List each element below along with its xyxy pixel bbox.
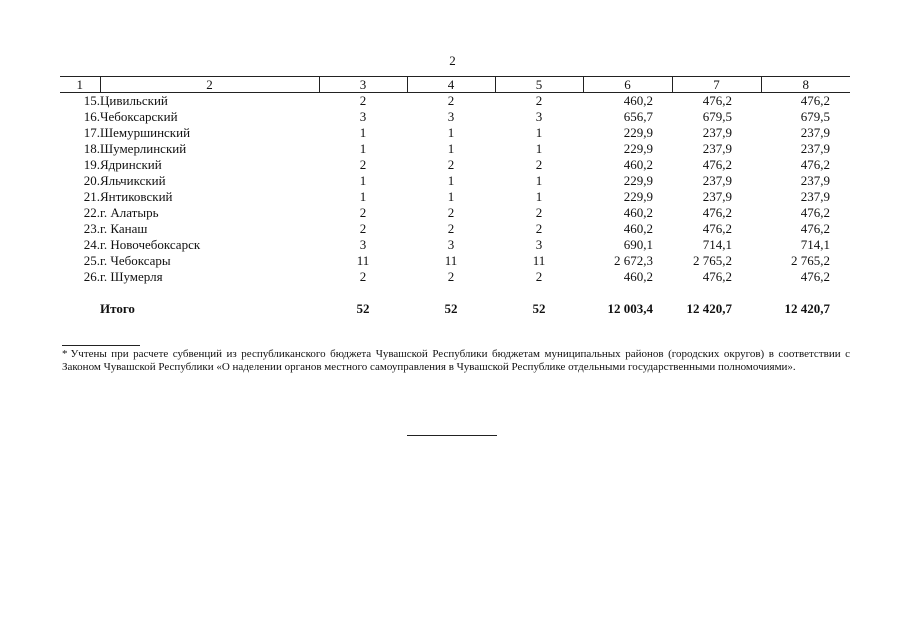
value-col7: 476,2 xyxy=(702,93,732,108)
row-number: 26. xyxy=(83,269,100,284)
row-number: 22. xyxy=(83,205,100,220)
value-col6: 229,9 xyxy=(623,189,653,204)
municipality-name: Шемуршинский xyxy=(100,125,191,140)
value-col7: 714,1 xyxy=(702,237,732,252)
value-col4: 2 xyxy=(447,93,455,108)
value-col3: 1 xyxy=(359,189,367,204)
value-col6: 229,9 xyxy=(623,125,653,140)
row-number: 24. xyxy=(83,237,100,252)
value-col6: 229,9 xyxy=(623,173,653,188)
value-col6: 460,2 xyxy=(623,157,653,172)
value-col8: 476,2 xyxy=(800,269,830,284)
value-col8: 237,9 xyxy=(800,125,830,140)
value-col6: 656,7 xyxy=(623,109,653,124)
value-col3: 11 xyxy=(356,253,370,268)
value-col5: 1 xyxy=(535,189,543,204)
page-number: 2 xyxy=(449,53,456,68)
total-label: Итого xyxy=(100,301,135,316)
municipality-name: Цивильский xyxy=(100,93,168,108)
value-col3: 1 xyxy=(359,141,367,156)
value-col8: 237,9 xyxy=(800,173,830,188)
value-col8: 476,2 xyxy=(800,221,830,236)
row-number: 17. xyxy=(83,125,100,140)
value-col3: 2 xyxy=(359,205,367,220)
value-col5: 2 xyxy=(535,93,543,108)
table-row xyxy=(60,157,850,173)
value-col7: 237,9 xyxy=(702,189,732,204)
value-col4: 2 xyxy=(447,157,455,172)
footnote-divider xyxy=(62,345,140,346)
municipality-name: г. Новочебоксарск xyxy=(100,237,201,252)
value-col5: 2 xyxy=(535,221,543,236)
value-col4: 3 xyxy=(447,109,455,124)
table-row xyxy=(60,141,850,157)
row-number: 21. xyxy=(83,189,100,204)
column-header: 6 xyxy=(583,77,672,93)
municipality-name: г. Чебоксары xyxy=(100,253,171,268)
value-col6: 460,2 xyxy=(623,93,653,108)
value-col6: 460,2 xyxy=(623,269,653,284)
total-col5: 52 xyxy=(532,301,546,316)
table-row xyxy=(60,205,850,221)
total-col8: 12 420,7 xyxy=(784,301,830,316)
row-number: 19. xyxy=(83,157,100,172)
value-col3: 2 xyxy=(359,93,367,108)
value-col4: 2 xyxy=(447,221,455,236)
value-col7: 237,9 xyxy=(702,141,732,156)
value-col6: 460,2 xyxy=(623,205,653,220)
row-number: 23. xyxy=(83,221,100,236)
value-col4: 2 xyxy=(447,269,455,284)
value-col5: 1 xyxy=(535,125,543,140)
value-col7: 476,2 xyxy=(702,269,732,284)
total-row xyxy=(60,301,850,317)
value-col7: 237,9 xyxy=(702,173,732,188)
column-header: 1 xyxy=(60,77,100,93)
municipality-name: Шумерлинский xyxy=(100,141,187,156)
table-row xyxy=(60,221,850,237)
value-col4: 1 xyxy=(447,189,455,204)
value-col6: 690,1 xyxy=(623,237,653,252)
value-col4: 1 xyxy=(447,141,455,156)
row-number: 18. xyxy=(83,141,100,156)
value-col5: 2 xyxy=(535,157,543,172)
table-row xyxy=(60,237,850,253)
value-col8: 714,1 xyxy=(800,237,830,252)
value-col6: 460,2 xyxy=(623,221,653,236)
row-number: 20. xyxy=(83,173,100,188)
table-row xyxy=(60,269,850,285)
total-col6: 12 003,4 xyxy=(607,301,653,316)
row-number: 15. xyxy=(83,93,100,108)
value-col7: 2 765,2 xyxy=(693,253,732,268)
spacer-cell xyxy=(60,285,850,301)
value-col5: 3 xyxy=(535,237,543,252)
table-row xyxy=(60,189,850,205)
municipality-name: Ядринский xyxy=(100,157,162,172)
row-number: 16. xyxy=(83,109,100,124)
value-col5: 1 xyxy=(535,173,543,188)
value-col7: 237,9 xyxy=(702,125,732,140)
value-col6: 2 672,3 xyxy=(614,253,653,268)
subvention-table xyxy=(60,76,850,317)
value-col3: 3 xyxy=(359,109,367,124)
municipality-name: Янтиковский xyxy=(100,189,173,204)
table-row xyxy=(60,109,850,125)
header-row xyxy=(60,77,850,93)
value-col8: 2 765,2 xyxy=(791,253,830,268)
column-header: 4 xyxy=(407,77,495,93)
value-col3: 1 xyxy=(359,173,367,188)
value-col7: 476,2 xyxy=(702,157,732,172)
value-col3: 2 xyxy=(359,221,367,236)
value-col4: 3 xyxy=(447,237,455,252)
column-header: 7 xyxy=(672,77,761,93)
total-col3: 52 xyxy=(356,301,370,316)
value-col5: 2 xyxy=(535,269,543,284)
column-header: 5 xyxy=(495,77,583,93)
end-divider xyxy=(407,435,497,436)
municipality-name: г. Алатырь xyxy=(100,205,159,220)
table-row xyxy=(60,93,850,110)
footnote-marker: * xyxy=(62,348,68,360)
value-col3: 1 xyxy=(359,125,367,140)
table-row xyxy=(60,173,850,189)
total-col4: 52 xyxy=(444,301,458,316)
column-header: 8 xyxy=(761,77,850,93)
value-col4: 2 xyxy=(447,205,455,220)
value-col7: 476,2 xyxy=(702,221,732,236)
value-col8: 476,2 xyxy=(800,157,830,172)
spacer-row xyxy=(60,285,850,301)
municipality-name: г. Канаш xyxy=(100,221,148,236)
value-col5: 3 xyxy=(535,109,543,124)
value-col3: 3 xyxy=(359,237,367,252)
value-col4: 11 xyxy=(444,253,458,268)
value-col5: 2 xyxy=(535,205,543,220)
footnote-text: Учтены при расчете субвенций из республиканского бюджета Чувашской Республики бюджетам муниципальных районов (городских округов) в соответствии с Законом Чувашской Республики «О наделении органов местного самоуправления в Чувашской Республике отдельными государственными полномочиями». xyxy=(62,348,850,373)
column-header: 3 xyxy=(319,77,407,93)
total-number-cell xyxy=(60,301,100,317)
column-header: 2 xyxy=(100,77,319,93)
table-row xyxy=(60,125,850,141)
value-col6: 229,9 xyxy=(623,141,653,156)
municipality-name: Чебоксарский xyxy=(100,109,178,124)
value-col8: 237,9 xyxy=(800,189,830,204)
value-col4: 1 xyxy=(447,125,455,140)
municipality-name: г. Шумерля xyxy=(100,269,163,284)
municipality-name: Яльчикский xyxy=(100,173,166,188)
value-col8: 237,9 xyxy=(800,141,830,156)
value-col4: 1 xyxy=(447,173,455,188)
table-row xyxy=(60,253,850,269)
total-col7: 12 420,7 xyxy=(686,301,732,316)
value-col8: 476,2 xyxy=(800,93,830,108)
value-col8: 679,5 xyxy=(800,109,830,124)
value-col7: 679,5 xyxy=(702,109,732,124)
value-col7: 476,2 xyxy=(702,205,732,220)
footnote xyxy=(62,348,850,374)
value-col3: 2 xyxy=(359,157,367,172)
value-col5: 11 xyxy=(532,253,546,268)
value-col5: 1 xyxy=(535,141,543,156)
value-col8: 476,2 xyxy=(800,205,830,220)
value-col3: 2 xyxy=(359,269,367,284)
row-number: 25. xyxy=(83,253,100,268)
